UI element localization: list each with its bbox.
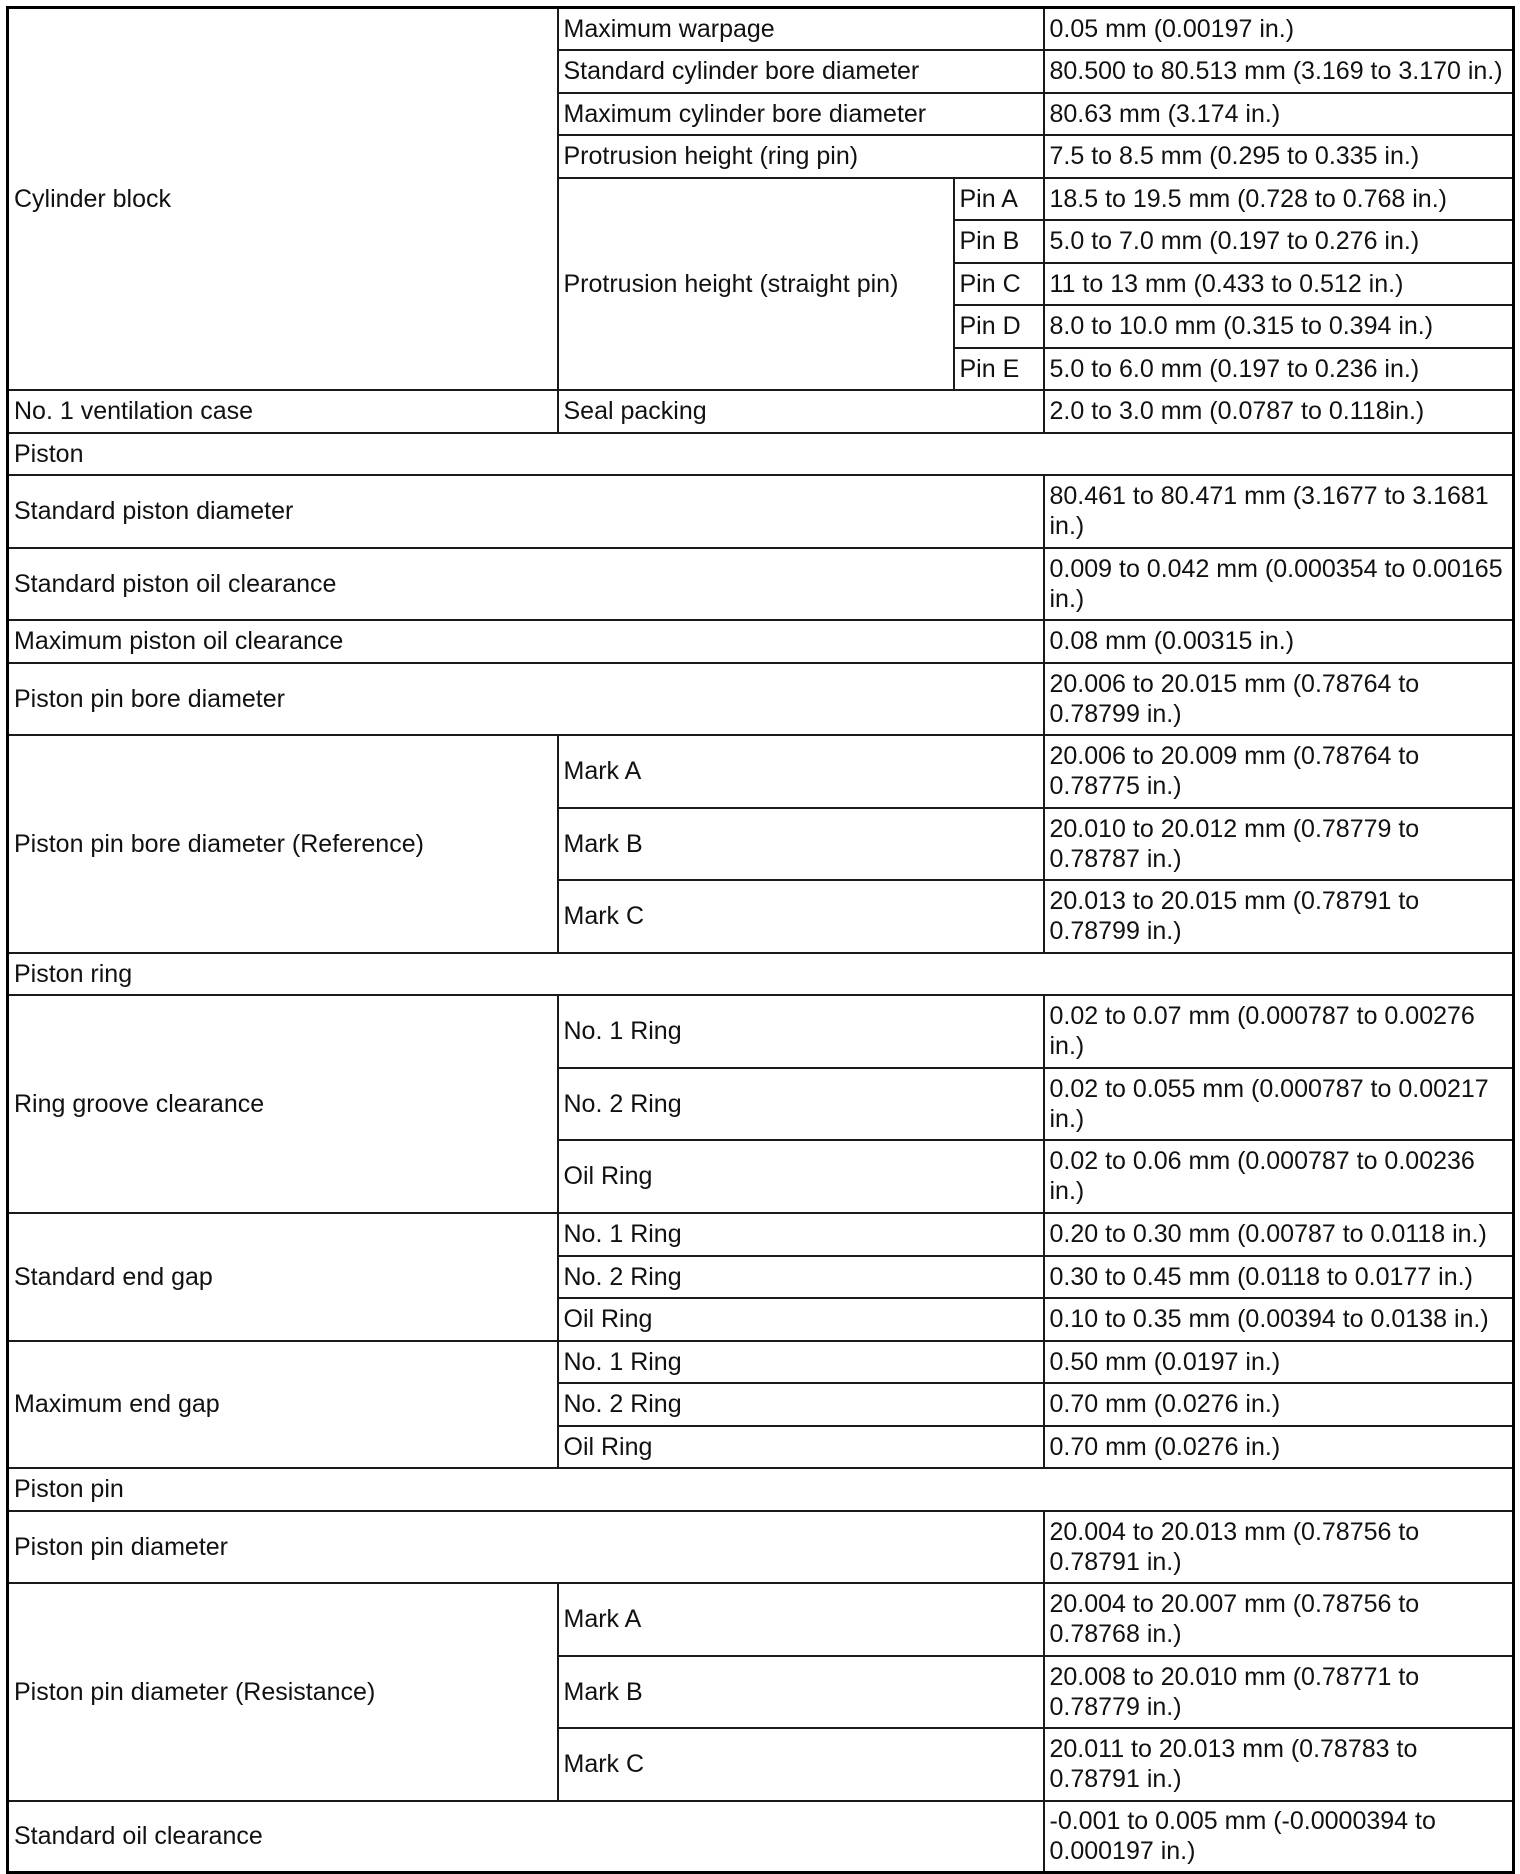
table-row bbox=[8, 8, 1514, 50]
ring-name: Oil Ring bbox=[558, 1426, 1044, 1468]
table-row bbox=[8, 1801, 1514, 1873]
pin-diameter-value: 20.004 to 20.013 mm (0.78756 to 0.78791 in.) bbox=[1044, 1511, 1514, 1583]
table-row bbox=[8, 735, 1514, 808]
section-header-row bbox=[8, 1468, 1514, 1511]
pin-bore-value: 20.006 to 20.015 mm (0.78764 to 0.78799 in.) bbox=[1044, 663, 1514, 735]
groove-clearance-label: Ring groove clearance bbox=[8, 995, 558, 1213]
mark-name: Mark A bbox=[558, 1583, 1044, 1656]
pin-value: 18.5 to 19.5 mm (0.728 to 0.768 in.) bbox=[1044, 178, 1514, 220]
std-piston-oil-clearance-value: 0.009 to 0.042 mm (0.000354 to 0.00165 in.) bbox=[1044, 548, 1514, 620]
ring-name: No. 1 Ring bbox=[558, 995, 1044, 1068]
ring-name: No. 2 Ring bbox=[558, 1383, 1044, 1426]
table-row bbox=[8, 995, 1514, 1068]
mark-value: 20.006 to 20.009 mm (0.78764 to 0.78775 in.) bbox=[1044, 735, 1514, 808]
piston-pin-header: Piston pin bbox=[8, 1468, 1514, 1511]
ring-name: No. 1 Ring bbox=[558, 1213, 1044, 1256]
piston-ring-header: Piston ring bbox=[8, 953, 1514, 995]
std-piston-diameter-label: Standard piston diameter bbox=[8, 475, 1044, 548]
cylinder-block-label: Cylinder block bbox=[8, 8, 558, 390]
pin-value: 8.0 to 10.0 mm (0.315 to 0.394 in.) bbox=[1044, 305, 1514, 348]
warpage-label: Maximum warpage bbox=[558, 8, 1044, 50]
ventilation-item: Seal packing bbox=[558, 390, 1044, 433]
ring-name: Oil Ring bbox=[558, 1140, 1044, 1213]
mark-value: 20.011 to 20.013 mm (0.78783 to 0.78791 in.) bbox=[1044, 1728, 1514, 1801]
pin-value: 5.0 to 6.0 mm (0.197 to 0.236 in.) bbox=[1044, 348, 1514, 390]
std-bore-label: Standard cylinder bore diameter bbox=[558, 50, 1044, 93]
spec-table bbox=[6, 6, 1515, 1874]
table-row bbox=[8, 390, 1514, 433]
max-piston-oil-clearance-value: 0.08 mm (0.00315 in.) bbox=[1044, 620, 1514, 663]
ring-value: 0.02 to 0.07 mm (0.000787 to 0.00276 in.) bbox=[1044, 995, 1514, 1068]
std-piston-diameter-value: 80.461 to 80.471 mm (3.1677 to 3.1681 in.) bbox=[1044, 475, 1514, 548]
mark-value: 20.013 to 20.015 mm (0.78791 to 0.78799 in.) bbox=[1044, 880, 1514, 953]
ring-value: 0.10 to 0.35 mm (0.00394 to 0.0138 in.) bbox=[1044, 1298, 1514, 1341]
ring-value: 0.02 to 0.06 mm (0.000787 to 0.00236 in.) bbox=[1044, 1140, 1514, 1213]
std-end-gap-label: Standard end gap bbox=[8, 1213, 558, 1341]
ring-value: 0.30 to 0.45 mm (0.0118 to 0.0177 in.) bbox=[1044, 1256, 1514, 1298]
pin-bore-label: Piston pin bore diameter bbox=[8, 663, 1044, 735]
pin-oil-clearance-label: Standard oil clearance bbox=[8, 1801, 1044, 1873]
warpage-value: 0.05 mm (0.00197 in.) bbox=[1044, 8, 1514, 50]
mark-name: Mark B bbox=[558, 808, 1044, 880]
ring-value: 0.50 mm (0.0197 in.) bbox=[1044, 1341, 1514, 1383]
max-bore-label: Maximum cylinder bore diameter bbox=[558, 93, 1044, 135]
ring-name: Oil Ring bbox=[558, 1298, 1044, 1341]
ring-name: No. 1 Ring bbox=[558, 1341, 1044, 1383]
table-row bbox=[8, 548, 1514, 620]
std-piston-oil-clearance-label: Standard piston oil clearance bbox=[8, 548, 1044, 620]
ring-pin-value: 7.5 to 8.5 mm (0.295 to 0.335 in.) bbox=[1044, 135, 1514, 178]
pin-name: Pin B bbox=[954, 220, 1044, 263]
pin-value: 5.0 to 7.0 mm (0.197 to 0.276 in.) bbox=[1044, 220, 1514, 263]
section-header-row bbox=[8, 953, 1514, 995]
mark-name: Mark A bbox=[558, 735, 1044, 808]
max-piston-oil-clearance-label: Maximum piston oil clearance bbox=[8, 620, 1044, 663]
max-end-gap-label: Maximum end gap bbox=[8, 1341, 558, 1468]
max-bore-value: 80.63 mm (3.174 in.) bbox=[1044, 93, 1514, 135]
piston-header: Piston bbox=[8, 433, 1514, 475]
pin-name: Pin E bbox=[954, 348, 1044, 390]
pin-name: Pin D bbox=[954, 305, 1044, 348]
table-row bbox=[8, 620, 1514, 663]
section-header-row bbox=[8, 433, 1514, 475]
pin-bore-ref-label: Piston pin bore diameter (Reference) bbox=[8, 735, 558, 953]
ventilation-label: No. 1 ventilation case bbox=[8, 390, 558, 433]
table-row bbox=[8, 1341, 1514, 1383]
table-row bbox=[8, 1511, 1514, 1583]
pin-name: Pin A bbox=[954, 178, 1044, 220]
mark-value: 20.010 to 20.012 mm (0.78779 to 0.78787 in.) bbox=[1044, 808, 1514, 880]
table-row bbox=[8, 663, 1514, 735]
pin-value: 11 to 13 mm (0.433 to 0.512 in.) bbox=[1044, 263, 1514, 305]
std-bore-value: 80.500 to 80.513 mm (3.169 to 3.170 in.) bbox=[1044, 50, 1514, 93]
pin-diameter-res-label: Piston pin diameter (Resistance) bbox=[8, 1583, 558, 1801]
mark-name: Mark C bbox=[558, 1728, 1044, 1801]
mark-name: Mark B bbox=[558, 1656, 1044, 1728]
pin-oil-clearance-value: -0.001 to 0.005 mm (-0.0000394 to 0.000197 in.) bbox=[1044, 1801, 1514, 1873]
table-row bbox=[8, 475, 1514, 548]
pin-diameter-label: Piston pin diameter bbox=[8, 1511, 1044, 1583]
ring-pin-label: Protrusion height (ring pin) bbox=[558, 135, 1044, 178]
ring-value: 0.02 to 0.055 mm (0.000787 to 0.00217 in.) bbox=[1044, 1068, 1514, 1140]
mark-value: 20.008 to 20.010 mm (0.78771 to 0.78779 in.) bbox=[1044, 1656, 1514, 1728]
ring-value: 0.70 mm (0.0276 in.) bbox=[1044, 1383, 1514, 1426]
ring-name: No. 2 Ring bbox=[558, 1068, 1044, 1140]
ring-value: 0.20 to 0.30 mm (0.00787 to 0.0118 in.) bbox=[1044, 1213, 1514, 1256]
straight-pin-label: Protrusion height (straight pin) bbox=[558, 178, 954, 390]
table-row bbox=[8, 1213, 1514, 1256]
mark-value: 20.004 to 20.007 mm (0.78756 to 0.78768 in.) bbox=[1044, 1583, 1514, 1656]
ring-name: No. 2 Ring bbox=[558, 1256, 1044, 1298]
table-row bbox=[8, 1583, 1514, 1656]
ventilation-value: 2.0 to 3.0 mm (0.0787 to 0.118in.) bbox=[1044, 390, 1514, 433]
pin-name: Pin C bbox=[954, 263, 1044, 305]
ring-value: 0.70 mm (0.0276 in.) bbox=[1044, 1426, 1514, 1468]
mark-name: Mark C bbox=[558, 880, 1044, 953]
